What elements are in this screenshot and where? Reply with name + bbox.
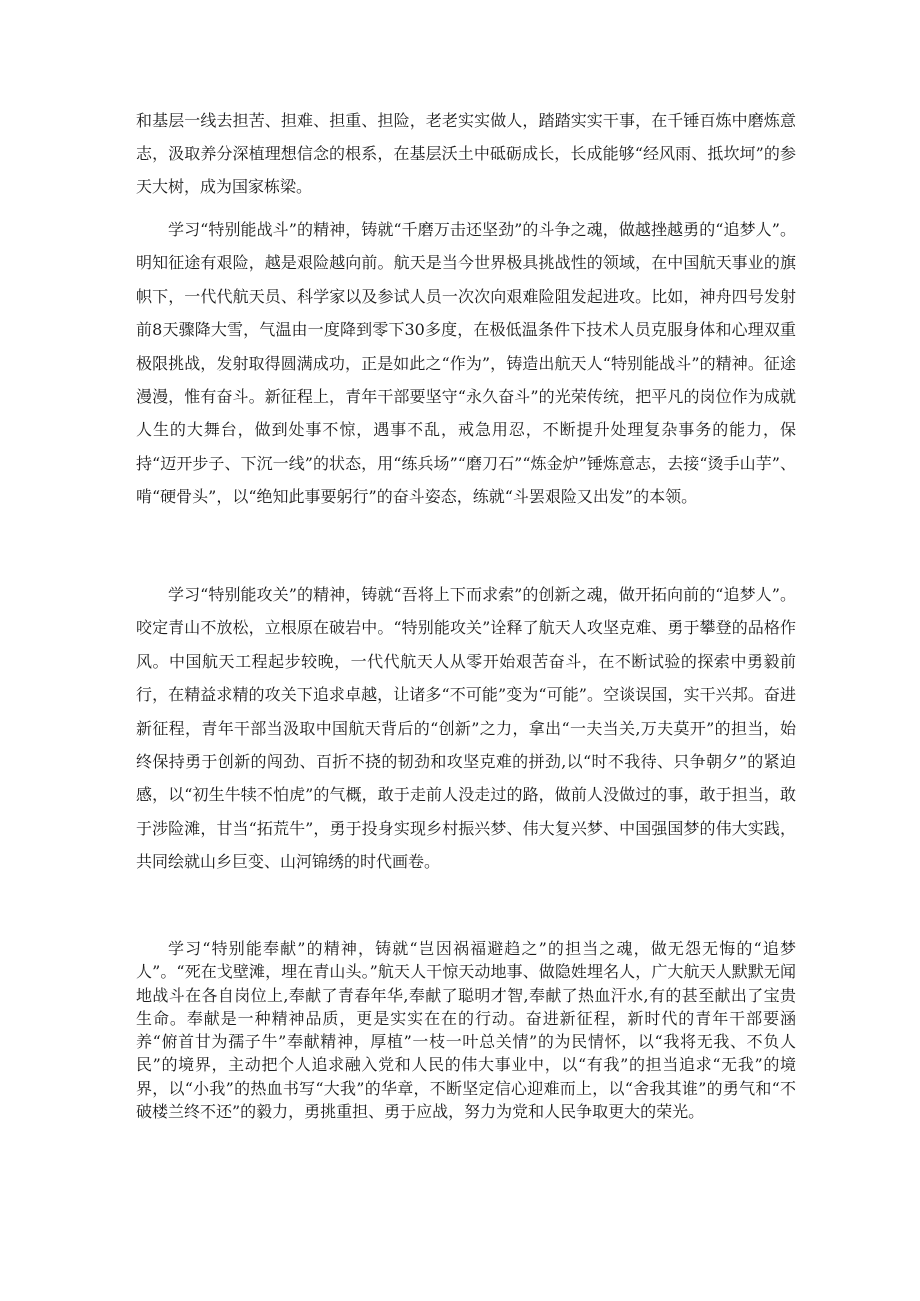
paragraph-special-combat: 学习“特别能战斗”的精神，铸就“千磨万击还坚劲”的斗争之魂，做越挫越勇的“追梦人”。明知征途有艰险，越是艰险越向前。航天是当今世界极具挑战性的领域，在中国航天事业的旗帜下，一代代航天员、科学家以及参试人员一次次向艰难险阻发起进攻。比如，神舟四号发射前8天骤降大雪，气温由一度降到零下30多度，在极低温条件下技术人员克服身体和心理双重极限挑战，发射取得圆满成功，正是如此之“作为”，铸造出航天人“特别能战斗”的精神。征途漫漫，惟有奋斗。新征程上，青年干部要坚守“永久奋斗”的光荣传统，把平凡的岗位作为成就人生的大舞台，做到处事不惊，遇事不乱，戒急用忍，不断提升处理复杂事务的能力，保持“迈开步子、下沉一线”的状态，用“练兵场”“磨刀石”“炼金炉”锤炼意志，去接“烫手山芋”、啃“硬骨头”，以“绝知此事要躬行”的奋斗姿态，练就“斗罢艰险又出发”的本领。	[136, 220, 796, 507]
paragraph-continuation: 和基层一线去担苦、担难、担重、担险，老老实实做人，踏踏实实干事，在千锤百炼中磨炼意志，汲取养分深植理想信念的根系，在基层沃土中砥砺成长，长成能够“经风雨、抵坎坷”的参天大树，成为国家栋梁。	[136, 111, 796, 196]
paragraph-special-tackling: 学习“特别能攻关”的精神，铸就“吾将上下而求索”的创新之魂，做开拓向前的“追梦人”。咬定青山不放松，立根原在破岩中。“特别能攻关”诠释了航天人攻坚克难、勇于攀登的品格作风。中国航天工程起步较晚，一代代航天人从零开始艰苦奋斗，在不断试验的探索中勇毅前行，在精益求精的攻关下追求卓越，让诸多“不可能”变为“可能”。空谈误国，实干兴邦。奋进新征程，青年干部当汲取中国航天背后的“创新”之力，拿出“一夫当关,万夫莫开”的担当，始终保持勇于创新的闯劲、百折不挠的韧劲和攻坚克难的拼劲,以“时不我待、只争朝夕”的紧迫感，以“初生牛犊不怕虎”的气概，敢于走前人没走过的路，做前人没做过的事，敢于担当，敢于涉险滩，甘当“拓荒牛”，勇于投身实现乡村振兴梦、伟大复兴梦、中国强国梦的伟大实践，共同绘就山乡巨变、山河锦绣的时代画卷。	[136, 585, 796, 872]
paragraph-special-dedication: 学习“特别能奉献”的精神，铸就“岂因祸福避趋之”的担当之魂，做无怨无悔的“追梦人”。“死在戈壁滩，埋在青山头。”航天人干惊天动地事、做隐姓埋名人，广大航天人默默无闻地战斗在各自岗位上,奉献了青春年华,奉献了聪明才智,奉献了热血汗水,有的甚至献出了宝贵生命。奉献是一种精神品质，更是实实在在的行动。奋进新征程，新时代的青年干部要涵养“俯首甘为孺子牛”奉献精神，厚植”一枝一叶总关情”的为民情怀，以“我将无我、不负人民”的境界，主动把个人追求融入党和人民的伟大事业中，以“有我”的担当追求“无我”的境界，以“小我”的热血书写“大我”的华章，不断坚定信心迎难而上，以“舍我其谁”的勇气和“不破楼兰终不还”的毅力，勇挑重担、勇于应战，努力为党和人民争取更大的荣光。	[136, 939, 796, 1122]
